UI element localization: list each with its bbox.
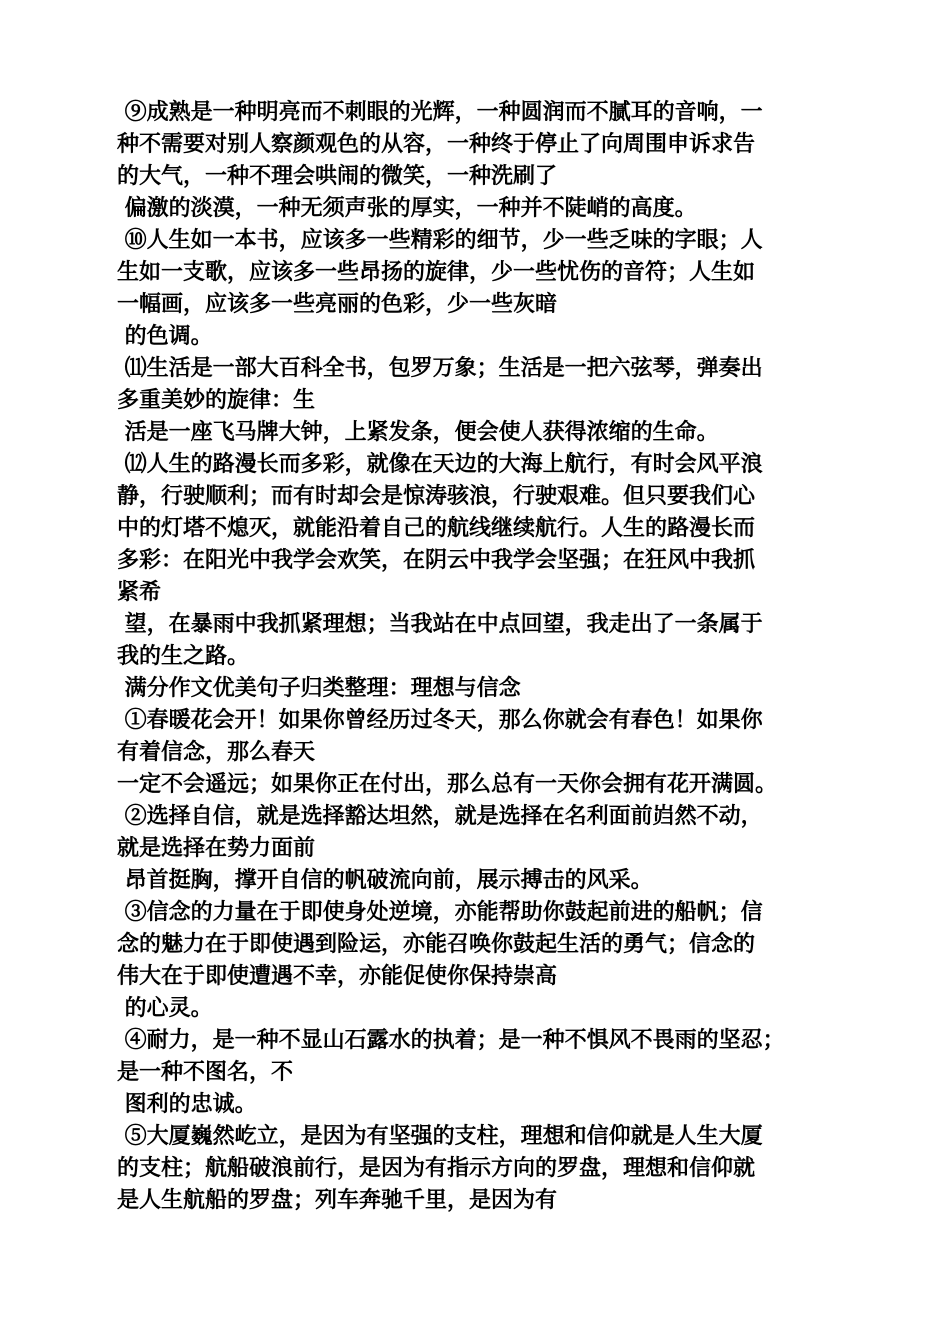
text-line: 偏激的淡漠，一种无须声张的厚实，一种并不陡峭的高度。 — [117, 195, 697, 221]
text-line: 伟大在于即使遭遇不幸，亦能促使你保持崇高 — [117, 963, 558, 989]
text-line: ④耐力，是一种不显山石露水的执着；是一种不惧风不畏雨的坚忍； — [117, 1027, 785, 1053]
text-line: 昂首挺胸，撑开自信的帆破流向前，展示搏击的风采。 — [117, 867, 653, 893]
text-line: 紧希 — [117, 579, 162, 605]
text-line: 多重美妙的旋律：生 — [117, 387, 316, 413]
text-line: 是一种不图名，不 — [117, 1059, 294, 1085]
text-line: ⑨成熟是一种明亮而不刺眼的光辉，一种圆润而不腻耳的音响，一 — [117, 99, 763, 125]
text-line: ①春暖花会开！如果你曾经历过冬天，那么你就会有春色！如果你 — [117, 707, 763, 733]
text-line: 是人生航船的罗盘；列车奔驰千里，是因为有 — [117, 1187, 558, 1213]
text-line: 我的生之路。 — [117, 643, 250, 669]
text-line: 一定不会遥远；如果你正在付出，那么总有一天你会拥有花开满圆。 — [117, 771, 778, 797]
text-line: 望，在暴雨中我抓紧理想；当我站在中点回望，我走出了一条属于 — [117, 611, 763, 637]
text-line: 生如一支歌，应该多一些昂扬的旋律，少一些忧伤的音符；人生如 — [117, 259, 756, 285]
text-line: 多彩：在阳光中我学会欢笑，在阴云中我学会坚强；在狂风中我抓 — [117, 547, 756, 573]
text-line: 中的灯塔不熄灭，就能沿着自己的航线继续航行。人生的路漫长而 — [117, 515, 756, 541]
text-line: ⑤大厦巍然屹立，是因为有坚强的支柱，理想和信仰就是人生大厦 — [117, 1123, 763, 1149]
text-line: 有着信念，那么春天 — [117, 739, 316, 765]
text-line: 种不需要对别人察颜观色的从容，一种终于停止了向周围申诉求告 — [117, 131, 756, 157]
text-line: ⑩人生如一本书，应该多一些精彩的细节，少一些乏味的字眼；人 — [117, 227, 763, 253]
text-line: ⑿人生的路漫长而多彩，就像在天边的大海上航行，有时会风平浪 — [117, 451, 763, 477]
text-line: 活是一座飞马牌大钟，上紧发条，便会使人获得浓缩的生命。 — [117, 419, 719, 445]
text-line: ⑾生活是一部大百科全书，包罗万象；生活是一把六弦琴，弹奏出 — [117, 355, 763, 381]
text-line: 念的魅力在于即使遇到险运，亦能召唤你鼓起生活的勇气；信念的 — [117, 931, 756, 957]
text-line: 的大气，一种不理会哄闹的微笑，一种洗刷了 — [117, 163, 558, 189]
text-line: 的支柱；航船破浪前行，是因为有指示方向的罗盘，理想和信仰就 — [117, 1155, 756, 1181]
section-heading: 满分作文优美句子归类整理：理想与信念 — [117, 675, 521, 701]
text-line: 的色调。 — [117, 323, 213, 349]
text-line: 图利的忠诚。 — [117, 1091, 257, 1117]
text-line: 就是选择在势力面前 — [117, 835, 316, 861]
body-text — [117, 96, 837, 1216]
text-line: ③信念的力量在于即使身处逆境，亦能帮助你鼓起前进的船帆；信 — [117, 899, 763, 925]
text-line: 的心灵。 — [117, 995, 213, 1021]
text-line: 静，行驶顺利；而有时却会是惊涛骇浪，行驶艰难。但只要我们心 — [117, 483, 756, 509]
text-line: ②选择自信，就是选择豁达坦然，就是选择在名利面前岿然不动， — [117, 803, 763, 829]
text-line: 一幅画，应该多一些亮丽的色彩，少一些灰暗 — [117, 291, 558, 317]
